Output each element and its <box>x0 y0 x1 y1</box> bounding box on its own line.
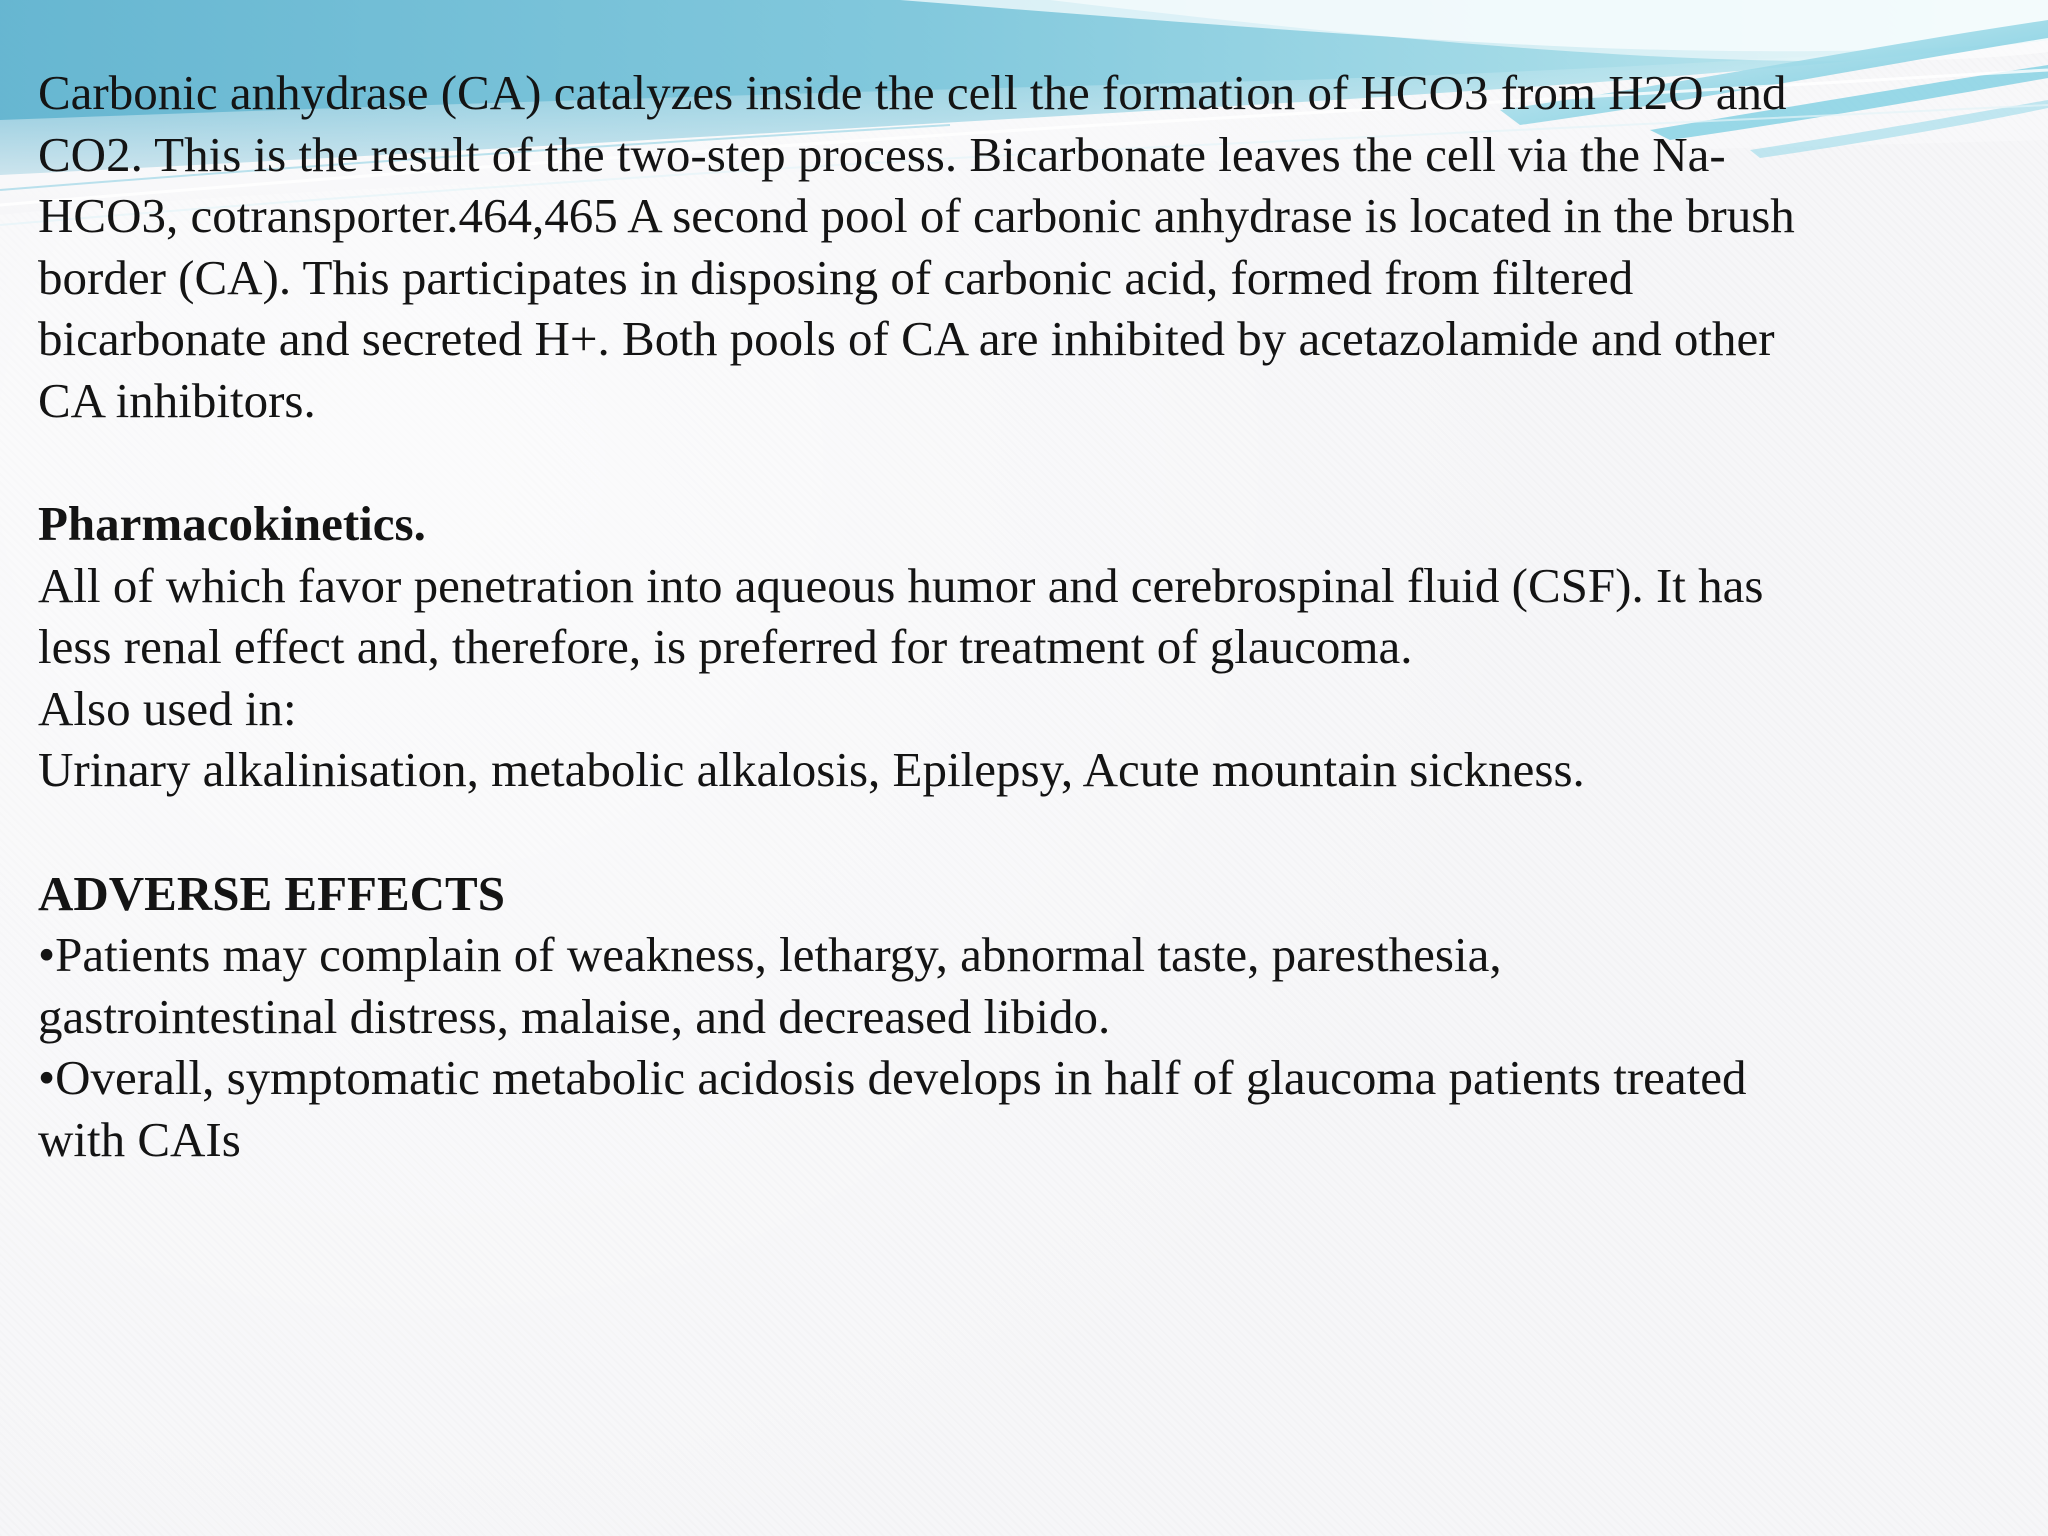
pharmacokinetics-line: All of which favor penetration into aqueous humor and cerebrospinal fluid (CSF). It has <box>38 557 1764 613</box>
intro-line: Carbonic anhydrase (CA) catalyzes inside the cell the formation of HCO3 from H2O and <box>38 65 1787 120</box>
spacer <box>38 801 2018 863</box>
intro-line: border (CA). This participates in disposing of carbonic acid, formed from filtered <box>38 249 1634 305</box>
adverse-effects-heading: ADVERSE EFFECTS <box>38 865 505 921</box>
adverse-effect-line: with CAIs <box>38 1111 241 1167</box>
spacer <box>38 431 2018 493</box>
intro-line: CA inhibitors. <box>38 372 316 428</box>
adverse-effect-line: gastrointestinal distress, malaise, and decreased libido. <box>38 988 1111 1044</box>
intro-line: CO2. This is the result of the two-step process. Bicarbonate leaves the cell via the Na- <box>38 126 1726 182</box>
intro-line: bicarbonate and secreted H+. Both pools of CA are inhibited by acetazolamide and other <box>38 311 1775 366</box>
intro-line: HCO3, cotransporter.464,465 A second pool of carbonic anhydrase is located in the brush <box>38 188 1795 243</box>
pharmacokinetics-heading: Pharmacokinetics. <box>38 496 426 551</box>
adverse-effect-line: •Patients may complain of weakness, lethargy, abnormal taste, paresthesia, <box>38 927 1502 982</box>
adverse-effect-line: •Overall, symptomatic metabolic acidosis develops in half of glaucoma patients treated <box>38 1050 1747 1105</box>
also-used-text: Urinary alkalinisation, metabolic alkalosis, Epilepsy, Acute mountain sickness. <box>38 742 1585 797</box>
slide-body <box>38 62 2018 1170</box>
pharmacokinetics-line: less renal effect and, therefore, is preferred for treatment of glaucoma. <box>38 619 1413 674</box>
also-used-label: Also used in: <box>38 680 297 736</box>
